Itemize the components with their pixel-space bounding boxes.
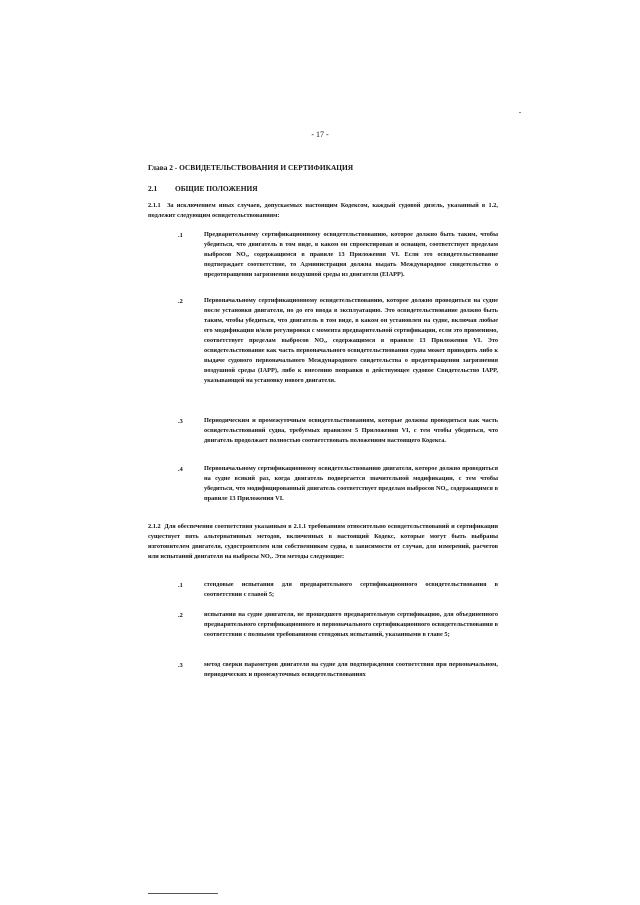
paragraph-number: 2.1.1 [148,202,161,209]
list-item-number: .3 [178,662,183,669]
list-item-number: .2 [178,612,183,619]
list-item-text: стендовые испытания для предварительного сертификационного освидетельствования в соответствии с главой 5; [204,581,498,598]
section-title: ОБЩИЕ ПОЛОЖЕНИЯ [175,184,258,193]
paragraph-number: 2.1.2 [148,523,161,530]
page-number: - 17 - [311,130,329,139]
list-item-text: испытания на судне двигателя, не прошедшего предварительную сертификацию, для объединенного предварительного сертификационного и первоначального сертификационного освидетельствования в соответствии с полными требованиями стендовых испытаний, указанными в главе 5; [204,611,498,638]
scan-mark [519,112,521,113]
list-item-text: Первоначальному сертификационному освидетельствованию двигателя, которое должно проводиться на судне всякий раз, когда двигатель подвергается значительной модификации, с тем чтобы убедиться, что модифицированный двигатель соответствует пределам выбросов NOₓ, содержащимся в правиле 13 Приложения VI. [204,465,498,502]
footnote-rule [148,893,218,894]
paragraph-text: За исключением иных случаев, допускаемых настоящим Кодексом, каждый судовой дизель, указанный в 1.2, подлежит следующим освидетельствованиям: [148,202,498,219]
list-item-number: .3 [178,418,183,425]
paragraph-2-1-2 [148,522,498,574]
list-item-text: метод сверки параметров двигателя на судне для подтверждения соответствия при первоначальном, периодических и промежуточных освидетельствованиях [204,661,498,678]
list-item-number: .4 [178,466,183,473]
chapter-title: Глава 2 - ОСВИДЕТЕЛЬСТВОВАНИЯ И СЕРТИФИКАЦИЯ [148,163,354,172]
list-item-number: .1 [178,232,183,239]
list-item-text: Первоначальному сертификационному освидетельствованию, которое должно проводиться на судне после установки двигателя, но до его ввода в эксплуатацию. Это освидетельствование должно быть таким, чтобы убедиться, что двигатель в том виде, в каком он установлен на судне, включая любые его модификации и/или регулировки с момента предварительной сертификации, если это применимо, соответствует пределам выбросов NOₓ, содержащимся в правиле 13 Приложения VI. Это освидетельствование как часть первоначального освидетельствования судна может приводить либо к выдаче судового первоначального Международного свидетельства о предотвращении загрязнения воздушной среды (IAPP), либо к внесению поправки в действующее судовое Свидетельство IAPP, указывающей на установку нового двигателя. [204,297,498,384]
paragraph-2-1-1 [148,201,498,221]
list-item-text: Предварительному сертификационному освидетельствованию, которое должно быть таким, чтобы убедиться, что двигатель в том виде, в каком он спроектирован и оснащен, соответствует пределам выбросов NOₓ, содержащимся в правиле 13 Приложения VI. Если это освидетельствование подтверждает соответствие, то Администрация должна выдать Международное свидетельство о предотвращении загрязнения воздушной среды из двигателя (EIAPP). [204,231,498,278]
list-item-number: .1 [178,582,183,589]
section-number: 2.1 [148,184,158,193]
list-item-number: .2 [178,298,183,305]
paragraph-text: Для обеспечения соответствия указанным в 2.1.1 требованиям относительно освидетельствований и сертификации существует пять альтернативных методов, включенных в настоящий Кодекс, которые могут быть выбраны изготовителем двигателя, судостроителем или собственником судна, в зависимости от случая, для измерений, расчетов или испытаний двигателя на выбросы NOₓ. Эти методы следующие: [148,523,498,560]
list-item-text: Периодическим и промежуточным освидетельствованиям, которые должны проводиться как часть освидетельствований судна, требуемых правилом 5 Приложения VI, с тем чтобы убедиться, что двигатель продолжает полностью соответствовать положениям настоящего Кодекса. [204,417,498,444]
